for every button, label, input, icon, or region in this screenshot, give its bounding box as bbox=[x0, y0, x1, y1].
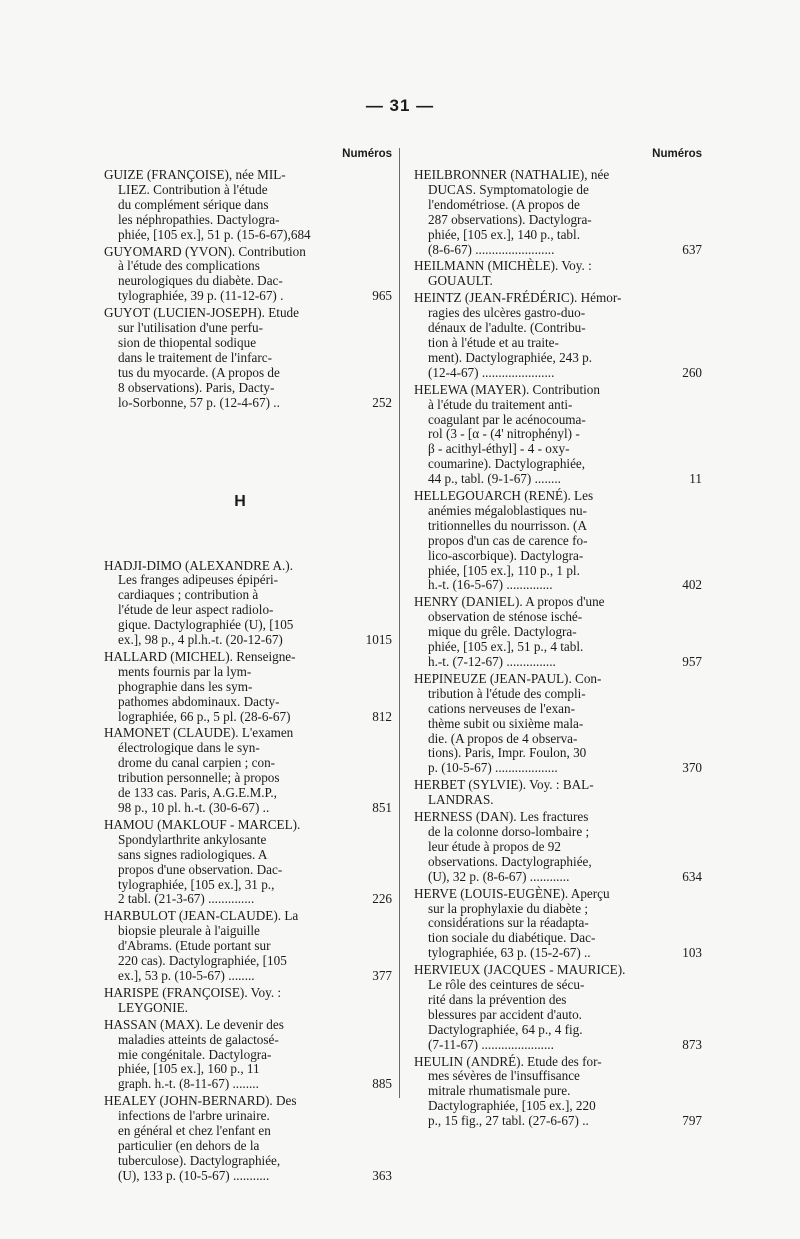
entry-line: LEYGONIE. bbox=[118, 999, 188, 1015]
entry-line: HENRY (DANIEL). A propos d'une bbox=[414, 594, 605, 610]
entry-number: 1015 bbox=[365, 632, 392, 648]
entry-line: gique. Dactylographiée (U), [105 bbox=[118, 617, 294, 633]
entry-number: 377 bbox=[372, 967, 392, 983]
index-entry bbox=[414, 381, 702, 487]
section-letter: H bbox=[234, 492, 246, 510]
entry-line: 220 cas). Dactylographiée, [105 bbox=[118, 953, 287, 969]
entry-line: biopsie pleurale à l'aiguille bbox=[118, 923, 260, 939]
index-entry bbox=[414, 488, 702, 593]
entry-line: cations nerveuses de l'exan- bbox=[428, 700, 576, 716]
entry-number: 226 bbox=[372, 891, 392, 907]
index-entry bbox=[104, 816, 392, 907]
entry-line: h.-t. (7-12-67) ............... bbox=[428, 654, 556, 669]
entry-line: considérations sur la réadapta- bbox=[428, 915, 589, 931]
entry-line: phiée, [105 ex.], 110 p., 1 pl. bbox=[428, 562, 580, 578]
entry-number: 812 bbox=[372, 708, 392, 724]
entry-line: Les franges adipeuses épipéri- bbox=[118, 572, 279, 588]
entry-line: (12-4-67) ...................... bbox=[428, 364, 555, 380]
entry-line: HEILMANN (MICHÈLE). Voy. : bbox=[414, 258, 592, 274]
entry-line: DUCAS. Symptomatologie de bbox=[428, 181, 589, 197]
index-entry bbox=[104, 1016, 392, 1093]
entry-line: GOUAULT. bbox=[428, 273, 493, 289]
entry-number: 370 bbox=[682, 760, 702, 776]
entry-line: particulier (en dehors de la bbox=[118, 1137, 260, 1153]
entry-line: HALLARD (MICHEL). Renseigne- bbox=[104, 648, 296, 664]
entry-line: électrologique dans le syn- bbox=[118, 740, 260, 756]
index-entry bbox=[104, 725, 392, 815]
entry-line: HERBET (SYLVIE). Voy. : BAL- bbox=[414, 777, 594, 793]
entry-line: HEILBRONNER (NATHALIE), née bbox=[414, 167, 610, 182]
entry-line: HEPINEUZE (JEAN-PAUL). Con- bbox=[414, 670, 602, 686]
entry-line: d'Abrams. (Etude portant sur bbox=[118, 938, 271, 954]
entry-line: drome du canal carpien ; con- bbox=[118, 755, 276, 771]
index-entry bbox=[414, 809, 702, 885]
entry-line: phiée, [105 ex.], 160 p., 11 bbox=[118, 1061, 260, 1077]
entry-line: mes sévères de l'insuffisance bbox=[428, 1068, 580, 1084]
entry-line: anémies mégaloblastiques nu- bbox=[428, 502, 587, 518]
entry-line: ments fournis par la lym- bbox=[118, 663, 252, 679]
entry-number: 260 bbox=[682, 364, 702, 380]
entry-line: p., 15 fig., 27 tabl. (27-6-67) .. bbox=[428, 1113, 589, 1129]
entry-number: 363 bbox=[372, 1167, 392, 1183]
entry-line: HELLEGOUARCH (RENÉ). Les bbox=[414, 488, 594, 504]
entry-line: phiée, [105 ex.], 140 p., tabl. bbox=[428, 226, 580, 242]
entry-line: mitrale rhumatismale pure. bbox=[428, 1083, 571, 1099]
entry-line: les néphropathies. Dactylogra- bbox=[118, 211, 280, 227]
entry-line: propos d'un cas de carence fo- bbox=[428, 532, 588, 548]
entry-line: HAMONET (CLAUDE). L'examen bbox=[104, 725, 294, 741]
entry-line: HAMOU (MAKLOUF - MARCEL). bbox=[104, 816, 301, 832]
page-number: — 31 — bbox=[365, 96, 435, 115]
entry-line: HASSAN (MAX). Le devenir des bbox=[104, 1016, 284, 1032]
entry-line: l'étude de leur aspect radiolo- bbox=[118, 602, 274, 618]
index-entry bbox=[414, 167, 702, 257]
index-entry bbox=[104, 908, 392, 984]
entry-line: mique du grêle. Dactylogra- bbox=[428, 624, 577, 640]
entry-line: HEALEY (JOHN-BERNARD). Des bbox=[104, 1093, 297, 1109]
index-entry bbox=[414, 778, 686, 808]
entry-line: de la colonne dorso-lombaire ; bbox=[428, 823, 590, 839]
entry-line: h.-t. (16-5-67) .............. bbox=[428, 577, 553, 593]
entry-line: Spondylarthrite ankylosante bbox=[118, 831, 267, 847]
entry-line: propos d'une observation. Dac- bbox=[118, 861, 283, 877]
entry-line: dénaux de l'adulte. (Contribu- bbox=[428, 320, 586, 336]
entry-line: rité dans la prévention des bbox=[428, 991, 567, 1007]
entry-line: ragies des ulcères gastro-duo- bbox=[428, 305, 586, 321]
entry-line: tylographiée, [105 ex.], 31 p., bbox=[118, 876, 275, 892]
index-entry bbox=[104, 1093, 392, 1183]
entry-line: HEULIN (ANDRÉ). Etude des for- bbox=[414, 1053, 602, 1069]
index-entry bbox=[414, 290, 702, 380]
entry-number: 957 bbox=[682, 654, 702, 669]
entry-line: observation de sténose isché- bbox=[428, 609, 583, 625]
entry-line: ex.], 98 p., 4 pl.h.-t. (20-12-67) bbox=[118, 632, 283, 648]
entry-line: tus du myocarde. (A propos de bbox=[118, 364, 280, 380]
entry-line: tion sociale du diabétique. Dac- bbox=[428, 930, 596, 946]
entry-line: die. (A propos de 4 observa- bbox=[428, 730, 578, 746]
entry-line: sur la prophylaxie du diabète ; bbox=[428, 900, 589, 916]
entry-line: tribution à l'étude des compli- bbox=[428, 685, 586, 701]
right-column bbox=[414, 148, 702, 1131]
entry-line: tribution personnelle; à propos bbox=[118, 770, 280, 786]
entry-line: HERNESS (DAN). Les fractures bbox=[414, 809, 589, 825]
left-column bbox=[104, 148, 392, 1186]
entry-line: (U), 32 p. (8-6-67) ............ bbox=[428, 868, 570, 884]
entry-line: HEINTZ (JEAN-FRÉDÉRIC). Hémor- bbox=[414, 290, 622, 306]
entry-line: sans signes radiologiques. A bbox=[118, 846, 268, 862]
index-entry bbox=[414, 1053, 702, 1130]
index-entry bbox=[414, 259, 686, 289]
entry-line: HERVIEUX (JACQUES - MAURICE). bbox=[414, 962, 626, 978]
index-entry bbox=[414, 670, 702, 776]
entry-number: 252 bbox=[372, 394, 392, 410]
entry-number: 851 bbox=[372, 800, 392, 815]
entry-line: 2 tabl. (21-3-67) .............. bbox=[118, 891, 255, 907]
entry-line: du complément sérique dans bbox=[118, 196, 269, 212]
entry-line: tions). Paris, Impr. Foulon, 30 bbox=[428, 745, 587, 761]
entry-line: graph. h.-t. (8-11-67) ........ bbox=[118, 1076, 259, 1092]
entry-number: 103 bbox=[682, 945, 702, 961]
index-entry bbox=[104, 243, 392, 305]
entry-line: blessures par accident d'auto. bbox=[428, 1006, 582, 1022]
entry-number: 965 bbox=[372, 288, 392, 304]
entry-line: HARISPE (FRANÇOISE). Voy. : bbox=[104, 984, 282, 1000]
entry-number: 402 bbox=[682, 577, 702, 593]
entry-line: HARBULOT (JEAN-CLAUDE). La bbox=[104, 908, 299, 924]
entry-line: tion à l'étude et au traite- bbox=[428, 334, 559, 350]
entry-line: maladies atteints de galactosé- bbox=[118, 1031, 279, 1047]
index-entry bbox=[104, 305, 392, 410]
entry-number: 885 bbox=[372, 1076, 392, 1092]
entry-line: neurologiques du diabète. Dac- bbox=[118, 273, 283, 289]
entry-line: observations. Dactylographiée, bbox=[428, 853, 592, 869]
entry-line: phiée, [105 ex.], 51 p., 4 tabl. bbox=[428, 639, 584, 655]
index-entry bbox=[414, 594, 702, 670]
entry-line: sion de thiopental sodique bbox=[118, 334, 257, 350]
entry-line: GUYOT (LUCIEN-JOSEPH). Etude bbox=[104, 305, 299, 321]
entry-line: p. (10-5-67) ................... bbox=[428, 760, 558, 776]
entry-line: tritionnelles du nourrisson. (A bbox=[428, 517, 587, 533]
entry-line: Le rôle des ceintures de sécu- bbox=[428, 977, 585, 993]
entry-line: tuberculose). Dactylographiée, bbox=[118, 1152, 281, 1168]
entry-line: Dactylographiée, [105 ex.], 220 bbox=[428, 1098, 596, 1114]
entry-line: 44 p., tabl. (9-1-67) ........ bbox=[428, 471, 561, 487]
index-entry bbox=[414, 885, 702, 962]
entry-line: tylographiée, 63 p. (15-2-67) .. bbox=[428, 945, 591, 961]
entry-line: Dactylographiée, 64 p., 4 fig. bbox=[428, 1021, 583, 1037]
entry-number: 634 bbox=[682, 868, 702, 884]
column-divider bbox=[399, 148, 400, 1098]
left-top-entries bbox=[104, 167, 392, 411]
index-entry bbox=[104, 168, 376, 243]
entry-number: 797 bbox=[682, 1113, 702, 1129]
entry-line: rol (3 - [α - (4' nitrophényl) - bbox=[428, 426, 580, 442]
left-h-entries bbox=[104, 557, 392, 1184]
entry-line: 287 observations). Dactylogra- bbox=[428, 211, 592, 227]
entry-line: 8 observations). Paris, Dacty- bbox=[118, 379, 275, 395]
entry-line: β - acithyl-éthyl] - 4 - oxy- bbox=[428, 441, 570, 457]
index-entry bbox=[104, 557, 392, 648]
entry-line: phographie dans les sym- bbox=[118, 678, 253, 694]
entry-line: lico-ascorbique). Dactylogra- bbox=[428, 547, 584, 563]
entry-line: de 133 cas. Paris, A.G.E.M.P., bbox=[118, 785, 277, 801]
entry-line: LANDRAS. bbox=[428, 792, 494, 808]
entry-line: à l'étude du traitement anti- bbox=[428, 396, 573, 412]
index-entry bbox=[104, 986, 376, 1016]
entry-number: 637 bbox=[682, 241, 702, 257]
entry-line: tylographiée, 39 p. (11-12-67) . bbox=[118, 288, 284, 304]
entry-line: mie congénitale. Dactylogra- bbox=[118, 1046, 272, 1062]
entry-line: HERVE (LOUIS-EUGÈNE). Aperçu bbox=[414, 885, 610, 901]
entry-line: HELEWA (MAYER). Contribution bbox=[414, 381, 600, 397]
entry-line: leur étude à propos de 92 bbox=[428, 838, 561, 854]
entry-line: 98 p., 10 pl. h.-t. (30-6-67) .. bbox=[118, 800, 270, 815]
entry-line: (8-6-67) ........................ bbox=[428, 241, 555, 257]
entry-line: à l'étude des complications bbox=[118, 258, 260, 274]
right-entries bbox=[414, 167, 702, 1129]
entry-line: HADJI-DIMO (ALEXANDRE A.). bbox=[104, 557, 293, 573]
entry-line: sur l'utilisation d'une perfu- bbox=[118, 320, 264, 336]
entry-line: GUYOMARD (YVON). Contribution bbox=[104, 243, 306, 259]
entry-line: coumarine). Dactylographiée, bbox=[428, 456, 586, 472]
entry-line: pathomes abdominaux. Dacty- bbox=[118, 693, 280, 709]
entry-line: ment). Dactylographiée, 243 p. bbox=[428, 349, 593, 365]
entry-line: thème subit ou sixième mala- bbox=[428, 715, 584, 731]
entry-line: LIEZ. Contribution à l'étude bbox=[118, 181, 268, 197]
entry-line: coagulant par le acénocouma- bbox=[428, 411, 586, 427]
entry-number: 11 bbox=[689, 471, 702, 487]
entry-line: en général et chez l'enfant en bbox=[118, 1123, 271, 1139]
column-header-numeros: Numéros bbox=[342, 148, 392, 160]
index-entry bbox=[104, 648, 392, 725]
column-header-numeros: Numéros bbox=[652, 148, 702, 160]
entry-line: infections de l'arbre urinaire. bbox=[118, 1108, 270, 1124]
entry-line: lo-Sorbonne, 57 p. (12-4-67) .. bbox=[118, 394, 280, 410]
entry-line: dans le traitement de l'infarc- bbox=[118, 349, 272, 365]
entry-line: ex.], 53 p. (10-5-67) ........ bbox=[118, 967, 255, 983]
entry-line: phiée, [105 ex.], 51 p. (15-6-67),684 bbox=[118, 226, 311, 242]
entry-line: cardiaques ; contribution à bbox=[118, 587, 259, 603]
entry-number: 873 bbox=[682, 1036, 702, 1052]
entry-line: (7-11-67) ...................... bbox=[428, 1036, 554, 1052]
entry-line: GUIZE (FRANÇOISE), née MIL- bbox=[104, 167, 286, 182]
index-entry bbox=[414, 962, 702, 1052]
entry-line: (U), 133 p. (10-5-67) ........... bbox=[118, 1167, 270, 1183]
entry-line: lographiée, 66 p., 5 pl. (28-6-67) bbox=[118, 708, 291, 724]
entry-line: l'endométriose. (A propos de bbox=[428, 196, 580, 212]
